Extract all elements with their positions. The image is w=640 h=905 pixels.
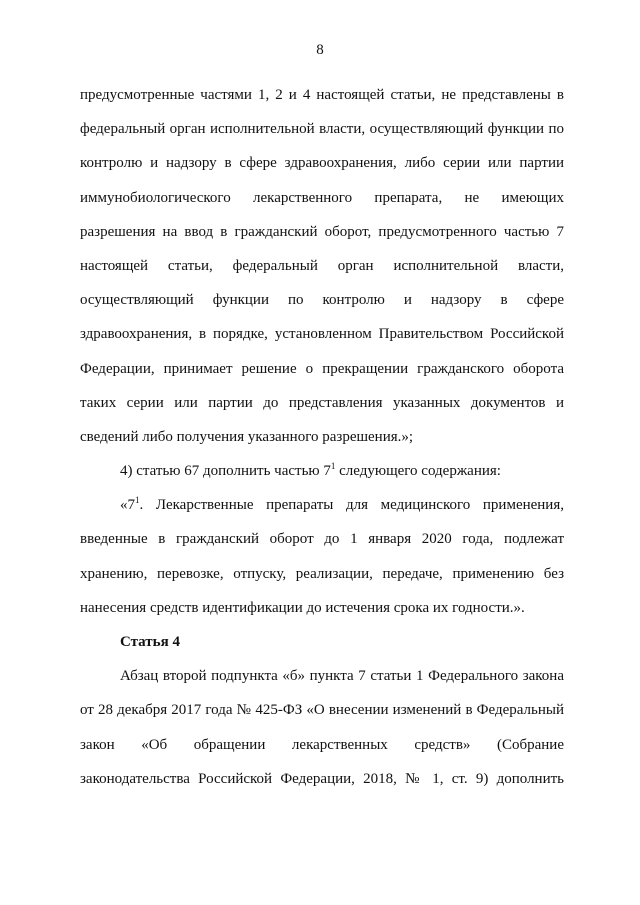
text-line: от 28 декабря 2017 года № 425-ФЗ «О внесении изменений в Федеральный: [80, 702, 564, 719]
paragraph-part-7-1: [80, 488, 564, 625]
text-line: разрешения на ввод в гражданский оборот, предусмотренного частью 7: [80, 223, 564, 240]
text-line: осуществляющий функции по контролю и надзору в сфере: [80, 292, 564, 309]
page-number: 8: [316, 42, 324, 58]
text-line: таких серии или партии до представления указанных документов и: [80, 394, 564, 411]
paragraph-amendment-text: [80, 78, 564, 454]
text-line: законодательства Российской Федерации, 2018, № 1, ст. 9) дополнить: [80, 770, 564, 787]
item-4-text-end: следующего содержания:: [335, 463, 501, 480]
text-line: федеральный орган исполнительной власти, осуществляющий функции по: [80, 121, 564, 138]
superscript: 1: [330, 461, 336, 472]
text-line: нанесения средств идентификации до истечения срока их годности.».: [80, 599, 525, 616]
text-line: контролю и надзору в сфере здравоохранения, либо серии или партии: [80, 155, 564, 172]
text-line: Абзац второй подпункта «б» пункта 7 статьи 1 Федерального закона: [120, 668, 564, 685]
text-line: предусмотренные частями 1, 2 и 4 настоящей статьи, не представлены в: [80, 87, 564, 103]
text-line: хранению, перевозке, отпуску, реализации, передаче, применению без: [80, 565, 564, 582]
text-line: здравоохранения, в порядке, установленном Правительством Российской: [80, 326, 564, 343]
item-4-text: 4) статью 67 дополнить частью 7: [120, 463, 331, 480]
text-line: настоящей статьи, федеральный орган исполнительной власти,: [80, 257, 564, 274]
paragraph-article-4: [80, 659, 564, 796]
superscript: 1: [135, 495, 140, 506]
part-number: «7: [120, 497, 135, 514]
article-heading: Статья 4: [120, 634, 180, 650]
text-line: закон «Об обращении лекарственных средств» (Собрание: [80, 736, 564, 753]
document-body: [80, 78, 564, 796]
text-line: [80, 488, 564, 522]
text-line: иммунобиологического лекарственного препарата, не имеющих: [80, 189, 564, 206]
paragraph-item-4: [80, 454, 564, 488]
part-text: . Лекарственные препараты для медицинского применения,: [139, 497, 564, 514]
text-line: введенные в гражданский оборот до 1 января 2020 года, подлежат: [80, 531, 564, 548]
text-line: Федерации, принимает решение о прекращении гражданского оборота: [80, 360, 564, 377]
text-line: сведений либо получения указанного разрешения.»;: [80, 428, 414, 445]
